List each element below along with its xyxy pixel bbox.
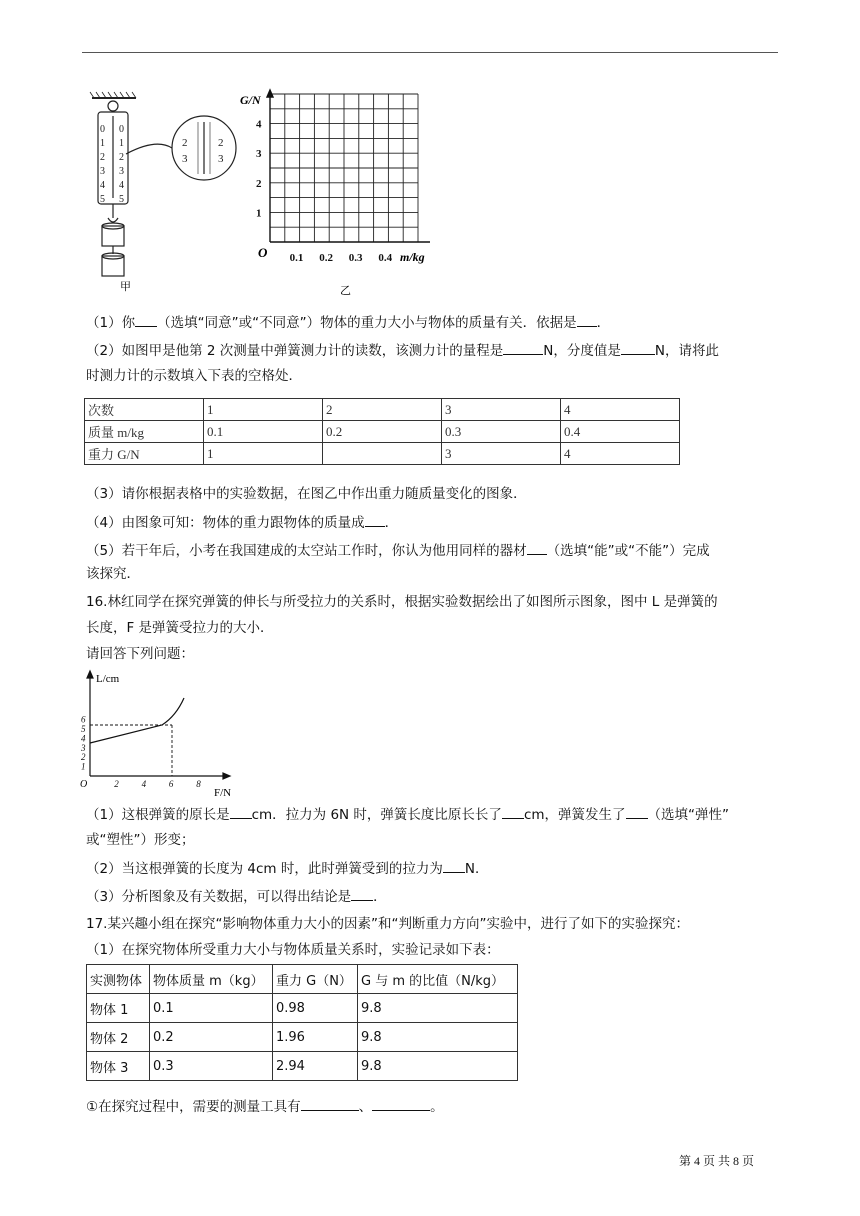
grid-x-tick: 0.4 (378, 252, 393, 264)
q17-s1: （1）在探究物体所受重力大小与物体质量关系时，实验记录如下表： (86, 942, 500, 958)
page-footer: 第 4 页 共 8 页 (678, 1154, 754, 1168)
q15-s3: （3）请你根据表格中的实验数据，在图乙中作出重力随质量变化的图象． (86, 486, 527, 502)
spring-length-chart (80, 668, 240, 798)
table-row: 物体 1 0.1 0.98 9.8 (87, 994, 518, 1023)
table-row: 重力 G/N 1 3 4 (85, 443, 680, 465)
scale-tick-left: 5 (100, 194, 105, 205)
scale-tick-left: 1 (100, 138, 105, 149)
spring-scale-figure (86, 86, 246, 296)
zoom-tick-right: 3 (218, 153, 224, 165)
grid-y-tick: 1 (256, 207, 262, 220)
grid-x-tick: 0.2 (319, 252, 333, 264)
q17-data-table (86, 964, 518, 1081)
zoom-tick-left: 3 (182, 153, 188, 165)
q16-intro-3: 请回答下列问题： (86, 646, 194, 662)
q16-s2: （2）当这根弹簧的长度为 4cm 时，此时弹簧受到的拉力为 N． (86, 858, 778, 879)
q17-sub1: ①在探究过程中，需要的测量工具有 、 。 (86, 1096, 778, 1117)
q17-intro: 17.某兴趣小组在探究“影响物体重力大小的因素”和“判断重力方向”实验中，进行了如下的实验探究： (86, 916, 689, 932)
blank-cell[interactable] (323, 443, 442, 465)
curve-x-tick: 8 (196, 779, 201, 789)
scale-tick-right: 3 (119, 166, 124, 177)
weight-mass-grid-figure (240, 90, 450, 300)
grid-y-tick: 4 (256, 118, 262, 131)
curve-y-tick: 3 (81, 742, 86, 753)
curve-x-axis-label: F/N (214, 787, 232, 799)
zoom-tick-left: 2 (182, 137, 188, 149)
table-row: 物体 2 0.2 1.96 9.8 (87, 1023, 518, 1052)
table-row: 实测物体 物体质量 m（kg） 重力 G（N） G 与 m 的比值（N/kg） (87, 965, 518, 994)
q15-s2: （2）如图甲是他第 2 次测量中弹簧测力计的读数，该测力计的量程是 N，分度值是 N，请将此 (86, 340, 778, 361)
curve-x-tick: 6 (168, 779, 174, 789)
curve-y-tick: 1 (81, 761, 86, 772)
q16-intro-1: 16.林红同学在探究弹簧的伸长与所受拉力的关系时，根据实验数据绘出了如图所示图象，图中 L 是弹簧的 (86, 594, 718, 610)
curve-y-tick: 5 (81, 724, 86, 734)
q16-s1: （1）这根弹簧的原长是 cm．拉力为 6N 时，弹簧长度比原长长了 cm，弹簧发生了 （选填“弹性” (86, 804, 778, 825)
table-row: 次数 1 2 3 4 (85, 399, 680, 421)
scale-tick-right: 5 (119, 194, 124, 205)
curve-x-tick: 4 (141, 779, 147, 789)
curve-y-axis-label: L/cm (96, 673, 120, 685)
zoom-tick-right: 2 (218, 137, 224, 149)
curve-y-tick: 4 (81, 733, 86, 744)
figure-jia-label: 甲 (120, 280, 131, 293)
q15-data-table (84, 398, 680, 465)
grid-x-axis-label: m/kg (400, 250, 425, 264)
grid-x-tick: 0.1 (289, 252, 304, 264)
q15-s5-cont: 该探究． (86, 566, 140, 582)
curve-y-tick: 6 (81, 714, 86, 725)
grid-y-tick: 2 (256, 177, 262, 190)
q16-s3: （3）分析图象及有关数据，可以得出结论是 ． (86, 886, 778, 907)
grid-y-tick: 3 (256, 148, 262, 161)
grid-origin: O (258, 245, 268, 260)
table-row: 物体 3 0.3 2.94 9.8 (87, 1052, 518, 1081)
curve-y-tick: 2 (81, 752, 86, 763)
header-rule (82, 52, 778, 53)
grid-x-tick: 0.3 (348, 252, 363, 264)
q15-s2-cont: 时测力计的示数填入下表的空格处． (86, 368, 302, 384)
scale-tick-right: 0 (119, 124, 124, 135)
q16-intro-2: 长度，F 是弹簧受拉力的大小． (86, 620, 274, 636)
scale-tick-left: 3 (100, 166, 105, 177)
q16-s1-cont: 或“塑性”）形变； (86, 832, 195, 848)
scale-tick-left: 2 (100, 152, 105, 163)
q15-s4: （4）由图象可知：物体的重力跟物体的质量成 ． (86, 512, 778, 533)
q15-s5: （5）若干年后，小考在我国建成的太空站工作时，你认为他用同样的器材 （选填“能”或“不能”）完成 (86, 540, 778, 561)
grid-y-axis-label: G/N (240, 93, 261, 107)
curve-x-tick: 2 (114, 779, 119, 789)
figure-yi-label: 乙 (340, 284, 351, 297)
scale-tick-right: 2 (119, 152, 124, 163)
scale-tick-left: 4 (100, 180, 105, 191)
scale-tick-left: 0 (100, 124, 105, 135)
table-row: 质量 m/kg 0.1 0.2 0.3 0.4 (85, 421, 680, 443)
q15-s1: （1）你 （选填“同意”或“不同意”）物体的重力大小与物体的质量有关．依据是 ． (86, 312, 778, 333)
curve-origin: O (80, 779, 88, 790)
scale-tick-right: 4 (119, 180, 124, 191)
scale-tick-right: 1 (119, 138, 124, 149)
